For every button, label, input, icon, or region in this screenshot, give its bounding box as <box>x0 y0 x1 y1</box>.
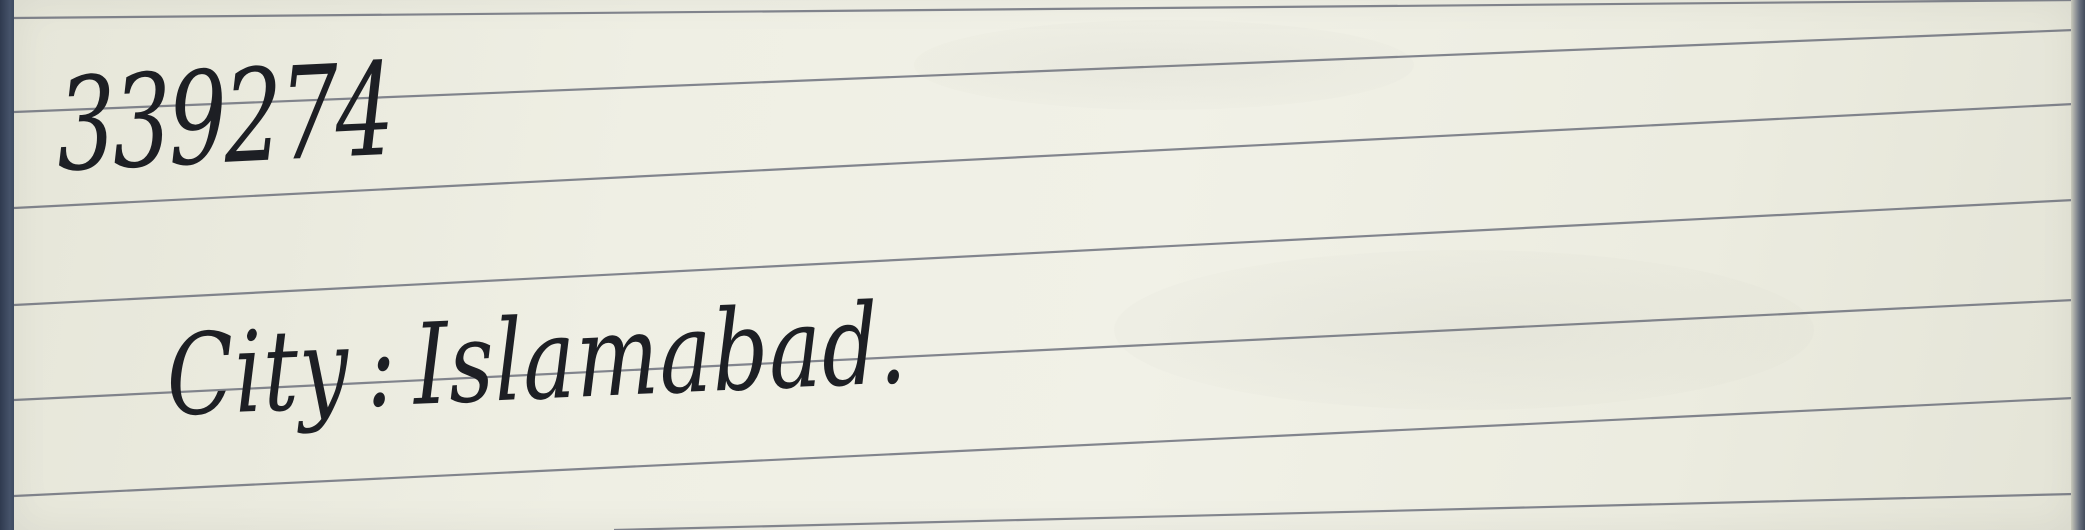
paper-edge-shadow <box>2071 0 2085 530</box>
handwritten-number: 339274 <box>55 35 394 201</box>
ruled-line <box>614 494 2074 530</box>
city-separator: : <box>364 301 399 433</box>
city-value: Islamabad. <box>411 278 909 431</box>
ruled-line <box>14 0 2074 18</box>
paper-shade <box>914 20 1414 110</box>
city-label: City <box>165 303 351 442</box>
paper-shade <box>1114 250 1814 410</box>
